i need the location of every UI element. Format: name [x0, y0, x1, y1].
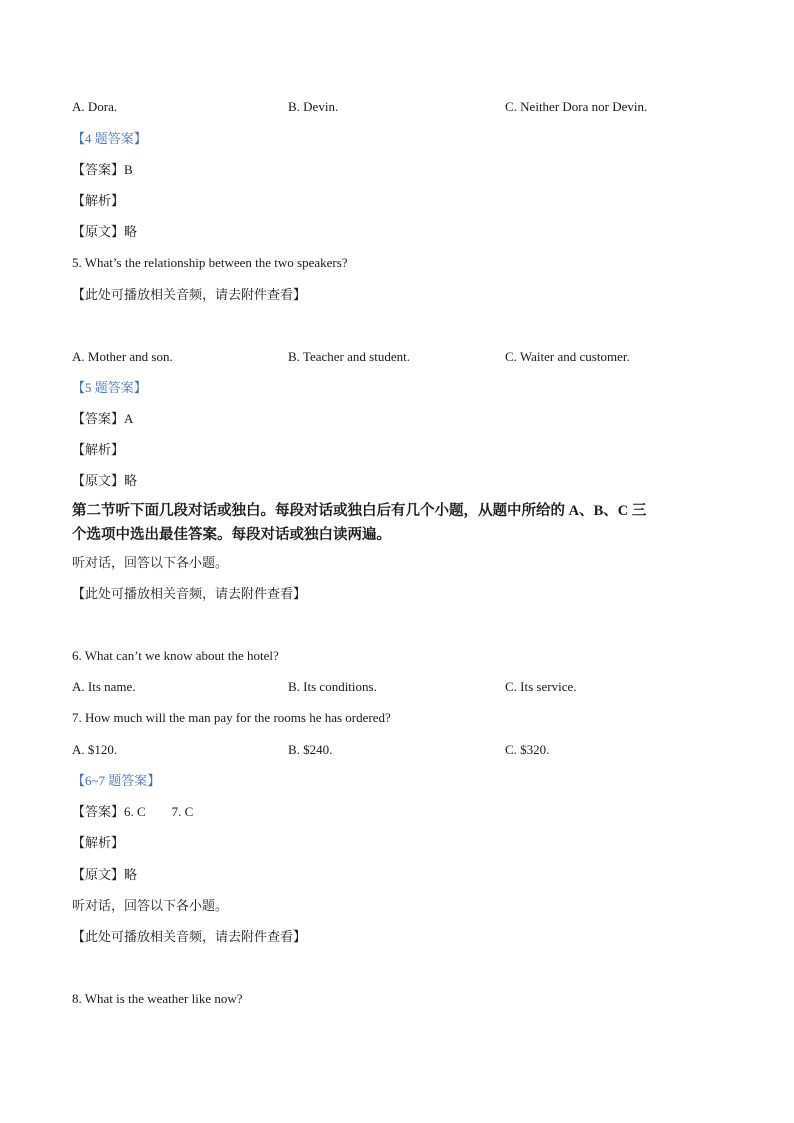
- q5-option-c: C. Waiter and customer.: [505, 349, 630, 364]
- q4-answer-header: 【4 题答案】: [72, 131, 147, 146]
- q6-option-b: B. Its conditions.: [288, 679, 377, 694]
- next-dialog-instruction: 听对话，回答以下各小题。: [72, 898, 229, 913]
- q5-question: 5. What’s the relationship between the two speakers?: [72, 255, 348, 270]
- q4-option-c: C. Neither Dora nor Devin.: [505, 99, 648, 114]
- q6-option-c: C. Its service.: [505, 679, 577, 694]
- q4-analysis: 【解析】: [72, 193, 125, 208]
- q7-answer: 7. C: [171, 804, 194, 819]
- q8-question: 8. What is the weather like now?: [72, 991, 243, 1006]
- q5-option-b: B. Teacher and student.: [288, 349, 410, 364]
- q4-option-b: B. Devin.: [288, 99, 339, 114]
- q7-question: 7. How much will the man pay for the rooms he has ordered?: [72, 710, 391, 725]
- next-dialog-audio-note: 【此处可播放相关音频，请去附件查看】: [72, 929, 307, 944]
- section2-instruction: 听对话，回答以下各小题。: [72, 555, 229, 570]
- q5-answer: 【答案】A: [72, 411, 134, 426]
- q4-original: 【原文】略: [72, 224, 138, 239]
- q6-7-original: 【原文】略: [72, 867, 138, 882]
- q7-option-c: C. $320.: [505, 742, 550, 757]
- section2-audio-note: 【此处可播放相关音频，请去附件查看】: [72, 586, 307, 601]
- q5-audio-note: 【此处可播放相关音频，请去附件查看】: [72, 287, 307, 302]
- q6-option-a: A. Its name.: [72, 679, 136, 694]
- q6-7-answer-header: 【6~7 题答案】: [72, 773, 161, 788]
- q6-answer: 【答案】6. C: [72, 804, 146, 819]
- section2-heading-line1: 第二节听下面几段对话或独白。每段对话或独白后有几个小题，从题中所给的 A、B、C 三: [72, 503, 647, 519]
- q6-7-analysis: 【解析】: [72, 835, 125, 850]
- q7-option-b: B. $240.: [288, 742, 333, 757]
- q5-answer-header: 【5 题答案】: [72, 380, 147, 395]
- q6-7-answer: [72, 804, 193, 820]
- q4-option-a: A. Dora.: [72, 99, 118, 114]
- q5-option-a: A. Mother and son.: [72, 349, 173, 364]
- q7-option-a: A. $120.: [72, 742, 118, 757]
- section2-heading-line2: 个选项中选出最佳答案。每段对话或独白读两遍。: [72, 527, 391, 543]
- q6-question: 6. What can’t we know about the hotel?: [72, 648, 279, 663]
- q5-original: 【原文】略: [72, 473, 138, 488]
- q4-answer: 【答案】B: [72, 162, 133, 177]
- q5-analysis: 【解析】: [72, 442, 125, 457]
